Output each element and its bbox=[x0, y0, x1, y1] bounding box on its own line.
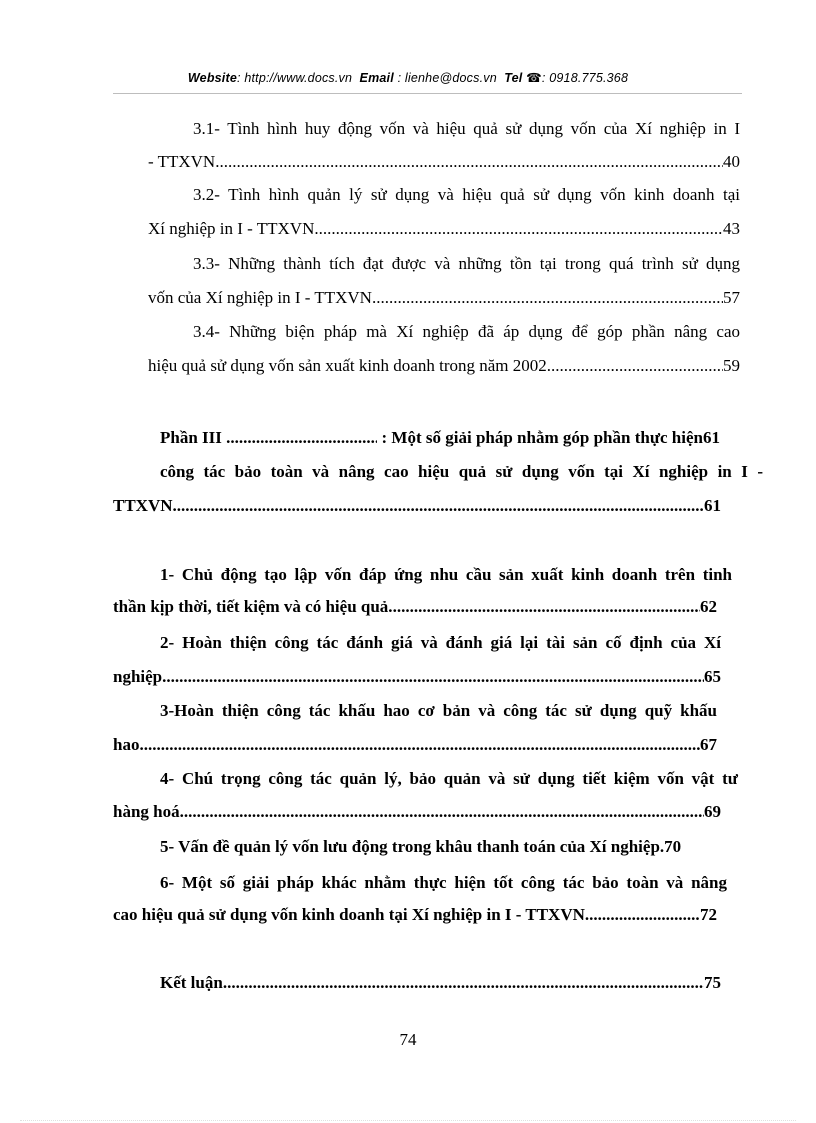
tel-label: Tel bbox=[504, 71, 523, 85]
dot-leader bbox=[314, 216, 723, 242]
toc-page-number: 69 bbox=[704, 802, 721, 821]
website-value: : http://www.docs.vn bbox=[237, 71, 353, 85]
dot-leader bbox=[372, 285, 723, 311]
toc-part-3-line2: công tác bảo toàn và nâng cao hiệu quả sử dụng vốn tại Xí nghiệp in I - bbox=[160, 462, 763, 481]
toc-page-number: 57 bbox=[723, 288, 740, 307]
toc-entry-1-line1: 1- Chủ động tạo lập vốn đáp ứng nhu cầu sản xuất kinh doanh trên tinh bbox=[160, 565, 732, 584]
dot-leader bbox=[173, 493, 704, 519]
toc-page-number: 75 bbox=[704, 973, 721, 992]
toc-entry-1-line2 bbox=[113, 594, 717, 620]
toc-entry-text: - TTXVN bbox=[148, 152, 216, 171]
toc-entry-text: thần kịp thời, tiết kiệm và có hiệu quả. bbox=[113, 597, 393, 616]
dot-leader bbox=[226, 425, 377, 451]
toc-entry-3-2-line2 bbox=[148, 216, 740, 242]
toc-page-number: 65 bbox=[704, 667, 721, 686]
toc-entry-text: vốn của Xí nghiệp in I - TTXVN bbox=[148, 288, 372, 307]
dot-leader bbox=[215, 149, 723, 175]
dot-leader bbox=[585, 902, 700, 928]
toc-conclusion bbox=[160, 970, 721, 996]
page-header bbox=[0, 70, 816, 85]
toc-entry-3-4-line2 bbox=[148, 353, 740, 379]
toc-entry-3-1-line1: 3.1- Tình hình huy động vốn và hiệu quả sử dụng vốn của Xí nghiệp in I bbox=[193, 119, 740, 138]
tel-value: : 0918.775.368 bbox=[541, 71, 629, 85]
toc-entry-4-line2 bbox=[113, 799, 721, 825]
toc-page-number: 67 bbox=[700, 735, 717, 754]
toc-entry-text: cao hiệu quả sử dụng vốn kinh doanh tại Xí nghiệp in I - TTXVN bbox=[113, 905, 585, 924]
email-label: Email bbox=[359, 71, 394, 85]
toc-entry-text: nghiệp. bbox=[113, 667, 167, 686]
toc-entry-text: hiệu quả sử dụng vốn sản xuất kinh doanh trong năm 2002. bbox=[148, 356, 551, 375]
toc-part-title: : Một số giải pháp nhằm góp phần thực hiện61 bbox=[381, 428, 720, 447]
toc-entry-3-2-line1: 3.2- Tình hình quản lý sử dụng và hiệu quả sử dụng vốn kinh doanh tại bbox=[193, 185, 740, 204]
toc-part-3-line1 bbox=[160, 425, 720, 451]
page-number: 74 bbox=[399, 1030, 417, 1049]
dot-leader bbox=[223, 970, 704, 996]
toc-page-number: 43 bbox=[723, 219, 740, 238]
toc-entry-text: Kết luận bbox=[160, 973, 223, 992]
toc-entry-3-4-line1: 3.4- Những biện pháp mà Xí nghiệp đã áp dụng để góp phần nâng cao bbox=[193, 322, 740, 341]
toc-page-number: 40 bbox=[723, 152, 740, 171]
dot-leader bbox=[166, 664, 704, 690]
toc-entry-3-line2 bbox=[113, 732, 717, 758]
toc-entry-3-3-line2 bbox=[148, 285, 740, 311]
dot-leader bbox=[139, 732, 700, 758]
toc-entry-text: hao bbox=[113, 735, 140, 754]
toc-page-number: 72 bbox=[700, 905, 717, 924]
toc-entry-4-line1: 4- Chú trọng công tác quản lý, bảo quản và sử dụng tiết kiệm vốn vật tư bbox=[160, 769, 738, 788]
page-bottom-edge bbox=[20, 1120, 796, 1121]
dot-leader bbox=[393, 594, 700, 620]
website-label: Website bbox=[187, 71, 237, 85]
email-value: : lienhe@docs.vn bbox=[397, 71, 497, 85]
phone-icon: ☎ bbox=[526, 71, 542, 85]
dot-leader bbox=[184, 799, 704, 825]
toc-page-number: 61 bbox=[704, 496, 721, 515]
toc-part-label: Phần III bbox=[160, 428, 222, 447]
toc-entry-2-line1: 2- Hoàn thiện công tác đánh giá và đánh giá lại tài sản cố định của Xí bbox=[160, 633, 721, 652]
toc-entry-3-1-line2 bbox=[148, 149, 740, 175]
toc-entry-text: TTXVN bbox=[113, 496, 173, 515]
toc-page-number: 62 bbox=[700, 597, 717, 616]
dot-leader bbox=[551, 353, 723, 379]
toc-entry-3-line1: 3-Hoàn thiện công tác khấu hao cơ bản và công tác sử dụng quỹ khấu bbox=[160, 701, 717, 720]
toc-entry-5: 5- Vấn đề quản lý vốn lưu động trong khâu thanh toán của Xí nghiệp.70 bbox=[160, 837, 682, 856]
toc-entry-text: Xí nghiệp in I - TTXVN bbox=[148, 219, 315, 238]
toc-part-3-line3 bbox=[113, 493, 721, 519]
toc-entry-6-line1: 6- Một số giải pháp khác nhằm thực hiện tốt công tác bảo toàn và nâng bbox=[160, 873, 727, 892]
toc-page-number: 59 bbox=[723, 356, 740, 375]
toc-entry-6-line2 bbox=[113, 902, 717, 928]
toc-entry-2-line2 bbox=[113, 664, 721, 690]
header-divider bbox=[113, 93, 742, 94]
toc-entry-text: hàng hoá. bbox=[113, 802, 184, 821]
toc-entry-3-3-line1: 3.3- Những thành tích đạt được và những tồn tại trong quá trình sử dụng bbox=[193, 254, 740, 273]
